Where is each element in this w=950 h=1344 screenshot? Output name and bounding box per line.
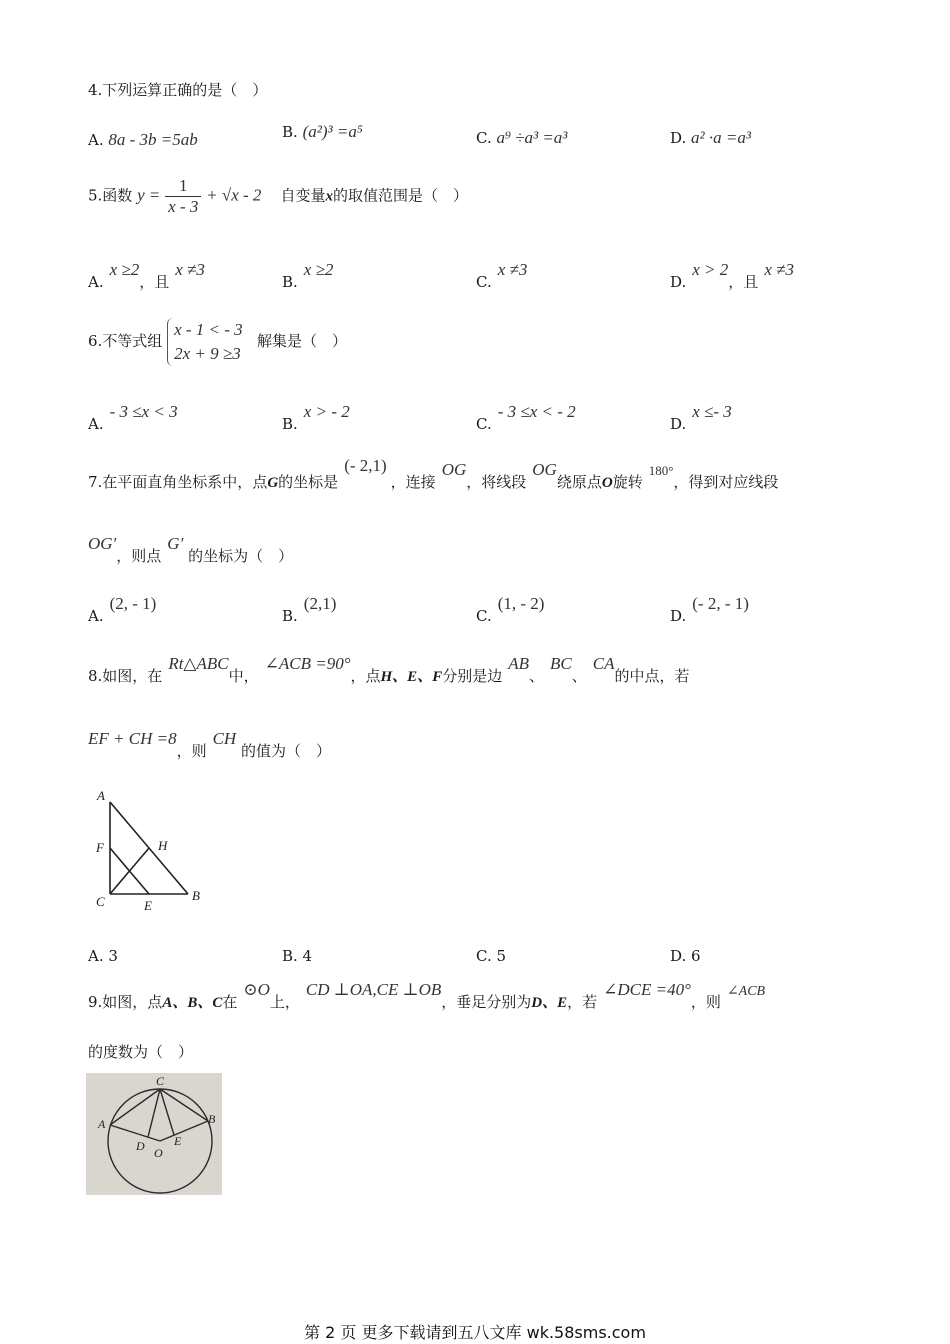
label-b: B <box>208 1112 216 1126</box>
q4-option-d[interactable]: D. a² ·a =a³ <box>670 128 751 147</box>
label-b: B <box>192 888 200 903</box>
q8-stem-line1: 8.如图，在Rt△ABC中，∠ACB =90°，点H、E、F分别是边AB、BC、CA的中点，若 <box>88 654 690 685</box>
q8-triangle-figure <box>88 784 218 914</box>
q6-option-a[interactable]: A.- 3 ≤x < 3 <box>88 402 178 433</box>
q7-stem-line2: OG′，则点G′ 的坐标为（ ） <box>88 534 294 565</box>
q7-stem-line1: 7.在平面直角坐标系中，点G的坐标是(- 2,1)，连接OG，将线段OG绕原点O旋转180°，得到对应线段 <box>88 456 779 491</box>
q6-option-c[interactable]: C.- 3 ≤x < - 2 <box>476 402 576 433</box>
label-a: A <box>98 1117 106 1131</box>
label-c: C <box>156 1074 165 1088</box>
label-d: D <box>136 1139 145 1153</box>
q8-stem-line2: EF + CH =8，则CH 的值为（ ） <box>88 729 332 760</box>
label-o: O <box>154 1146 163 1160</box>
q8-option-a[interactable]: A. 3 <box>88 947 118 965</box>
q9-circle-figure <box>86 1073 222 1195</box>
q4-option-b[interactable]: B. (a²)³ =a⁵ <box>282 122 363 141</box>
q6-option-d[interactable]: D.x ≤- 3 <box>670 402 732 433</box>
q5-option-c[interactable]: C.x ≠3 <box>476 260 528 291</box>
q5-option-a[interactable]: A.x ≥2，且x ≠3 <box>88 260 205 291</box>
q7-option-c[interactable]: C.(1, - 2) <box>476 594 545 625</box>
label-a: A <box>97 788 105 803</box>
q7-option-a[interactable]: A.(2, - 1) <box>88 594 157 625</box>
q6-option-b[interactable]: B.x > - 2 <box>282 402 350 433</box>
page-footer: 第 2 页 更多下载请到五八文库 wk.58sms.com <box>304 1323 646 1342</box>
q6-inequality-system: x - 1 < - 3 2x + 9 ≥3 <box>167 318 243 366</box>
q8-option-c[interactable]: C. 5 <box>476 947 507 965</box>
q8-option-b[interactable]: B. 4 <box>282 947 313 965</box>
q7-option-d[interactable]: D.(- 2, - 1) <box>670 594 749 625</box>
label-h: H <box>158 838 168 853</box>
q9-stem-line2: 的度数为（ ） <box>88 1043 194 1061</box>
label-c: C <box>96 894 105 909</box>
q6-stem: 6.不等式组 x - 1 < - 3 2x + 9 ≥3 解集是（ ） <box>88 318 347 366</box>
q8-option-d[interactable]: D. 6 <box>670 947 701 965</box>
q4-stem: 4.下列运算正确的是（ ） <box>88 81 268 99</box>
q9-stem-line1: 9.如图，点A、B、C在⊙O上，CD ⊥OA,CE ⊥OB，垂足分别为D、E，若∠DCE =40°，则∠ACB <box>88 980 766 1011</box>
q5-fraction: $\frac{1}{x - 3}$ <box>165 176 201 217</box>
label-e: E <box>174 1134 182 1148</box>
q4-option-c[interactable]: C. a⁹ ÷a³ =a³ <box>476 128 568 147</box>
label-e: E <box>144 898 152 913</box>
q5-option-b[interactable]: B.x ≥2 <box>282 260 334 291</box>
label-f: F <box>96 840 104 855</box>
q5-stem: 5.函数 y = $\frac{1}{x - 3}$ + √x - 2 自变量x的取值范围是（ ） <box>88 176 469 216</box>
q4-option-a[interactable]: A. 8a - 3b =5ab <box>88 130 198 149</box>
q7-option-b[interactable]: B.(2,1) <box>282 594 337 625</box>
q5-option-d[interactable]: D.x > 2，且x ≠3 <box>670 260 794 291</box>
